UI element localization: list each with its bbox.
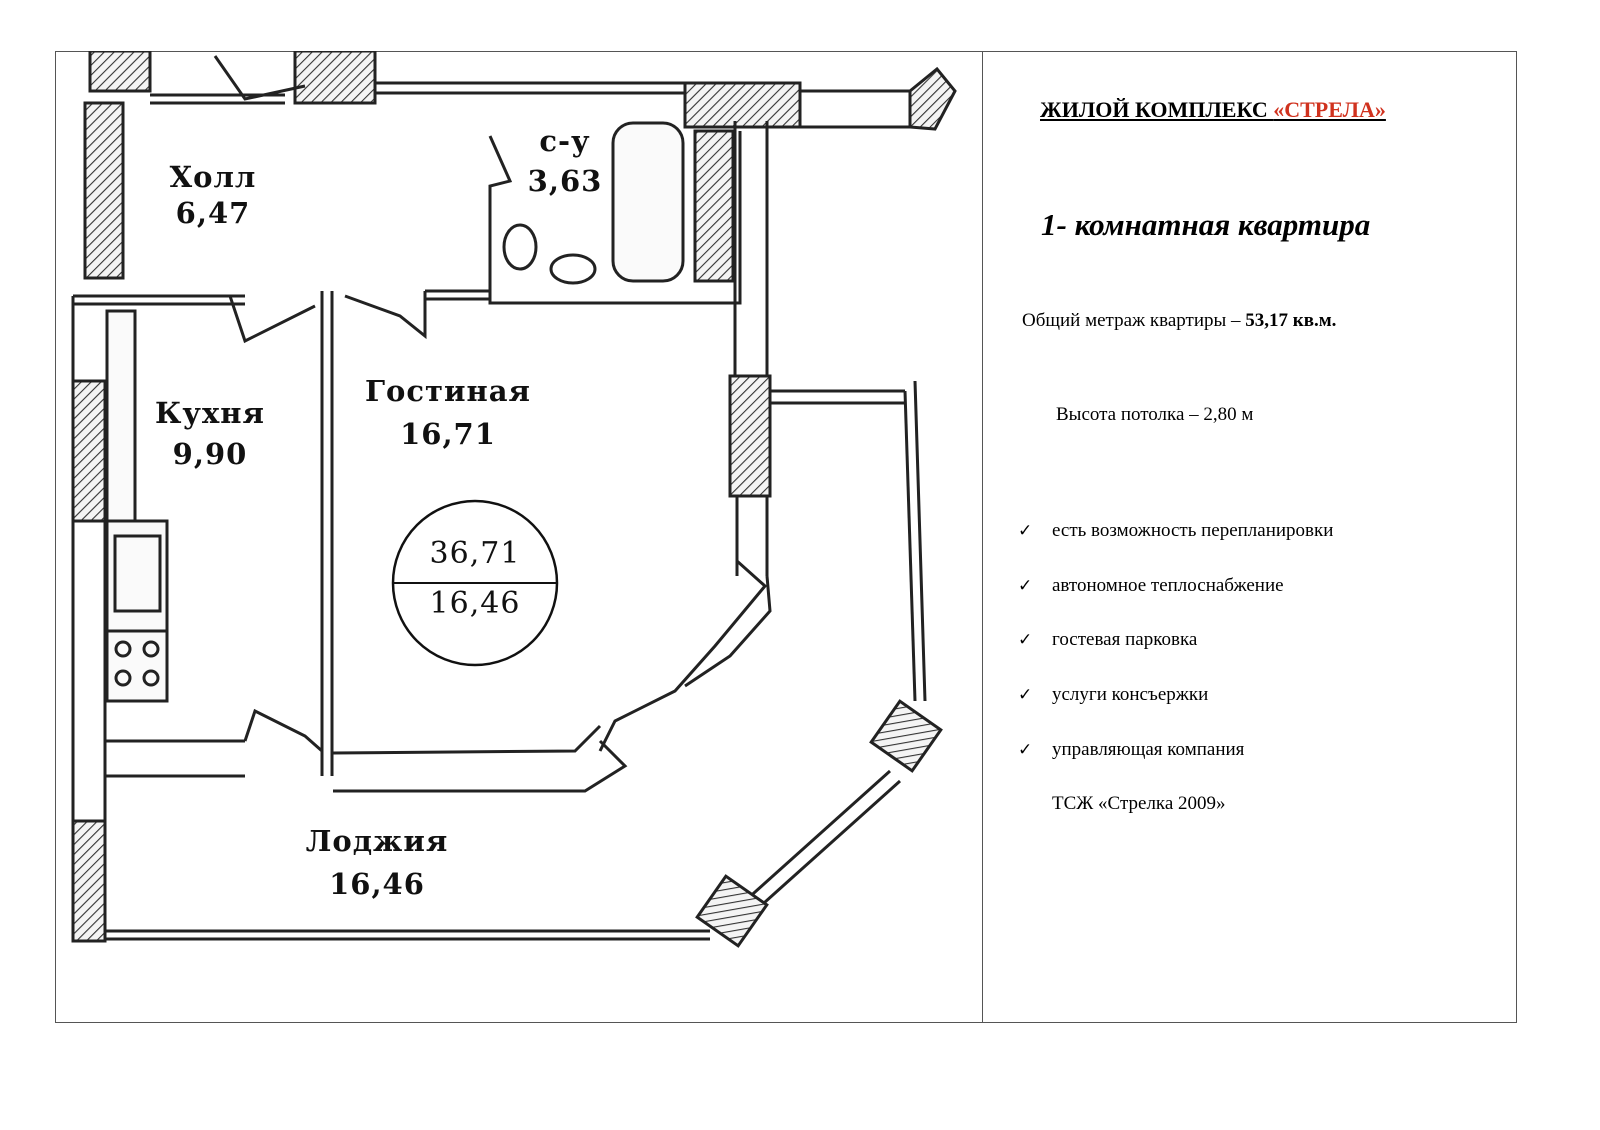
feature-item (1018, 629, 1197, 651)
info-panel (984, 51, 1516, 1023)
total-area (1022, 310, 1336, 332)
feature-item (1018, 684, 1208, 706)
total-area-value: 53,17 кв.м. (1245, 310, 1337, 331)
feature-label: есть возможность перепланировки (1052, 520, 1334, 541)
feature-label: управляющая компания (1052, 739, 1245, 760)
sheet-divider (982, 51, 983, 1023)
complex-title-prefix: ЖИЛОЙ КОМПЛЕКС (1040, 97, 1274, 122)
total-area-label: Общий метраж квартиры – (1022, 310, 1246, 331)
feature-item (1018, 575, 1284, 597)
area-badge-top: 36,71 (429, 536, 521, 571)
ceiling-height: Высота потолка – 2,80 м (1056, 404, 1254, 425)
feature-label: автономное теплоснабжение (1052, 575, 1284, 596)
check-icon: ✓ (1018, 740, 1033, 760)
management-company-name: ТСЖ «Стрелка 2009» (1052, 793, 1226, 814)
check-icon: ✓ (1018, 630, 1033, 650)
complex-title-accent: «СТРЕЛА» (1273, 97, 1386, 122)
room-area-loggia: 16,46 (329, 867, 425, 901)
room-name-living: Гостиная (365, 374, 531, 408)
apartment-type: 1- комнатная квартира (1041, 207, 1371, 242)
check-icon: ✓ (1018, 521, 1033, 541)
feature-label: услуги консъержки (1052, 684, 1209, 705)
room-area-living: 16,71 (400, 417, 496, 451)
floor-plan (55, 51, 980, 1023)
room-name-bathroom: с-у (539, 124, 591, 158)
room-name-hall: Холл (169, 160, 257, 194)
room-area-bathroom: 3,63 (527, 164, 603, 198)
feature-item (1018, 739, 1244, 761)
check-icon: ✓ (1018, 576, 1033, 596)
room-name-kitchen: Кухня (155, 396, 265, 430)
check-icon: ✓ (1018, 685, 1033, 705)
room-area-kitchen: 9,90 (172, 437, 248, 471)
area-badge (393, 501, 557, 665)
feature-item (1018, 520, 1333, 542)
room-name-loggia: Лоджия (305, 824, 449, 858)
complex-title (1040, 97, 1386, 123)
room-area-hall: 6,47 (175, 196, 251, 230)
area-badge-bottom: 16,46 (429, 586, 521, 621)
feature-label: гостевая парковка (1052, 629, 1198, 650)
